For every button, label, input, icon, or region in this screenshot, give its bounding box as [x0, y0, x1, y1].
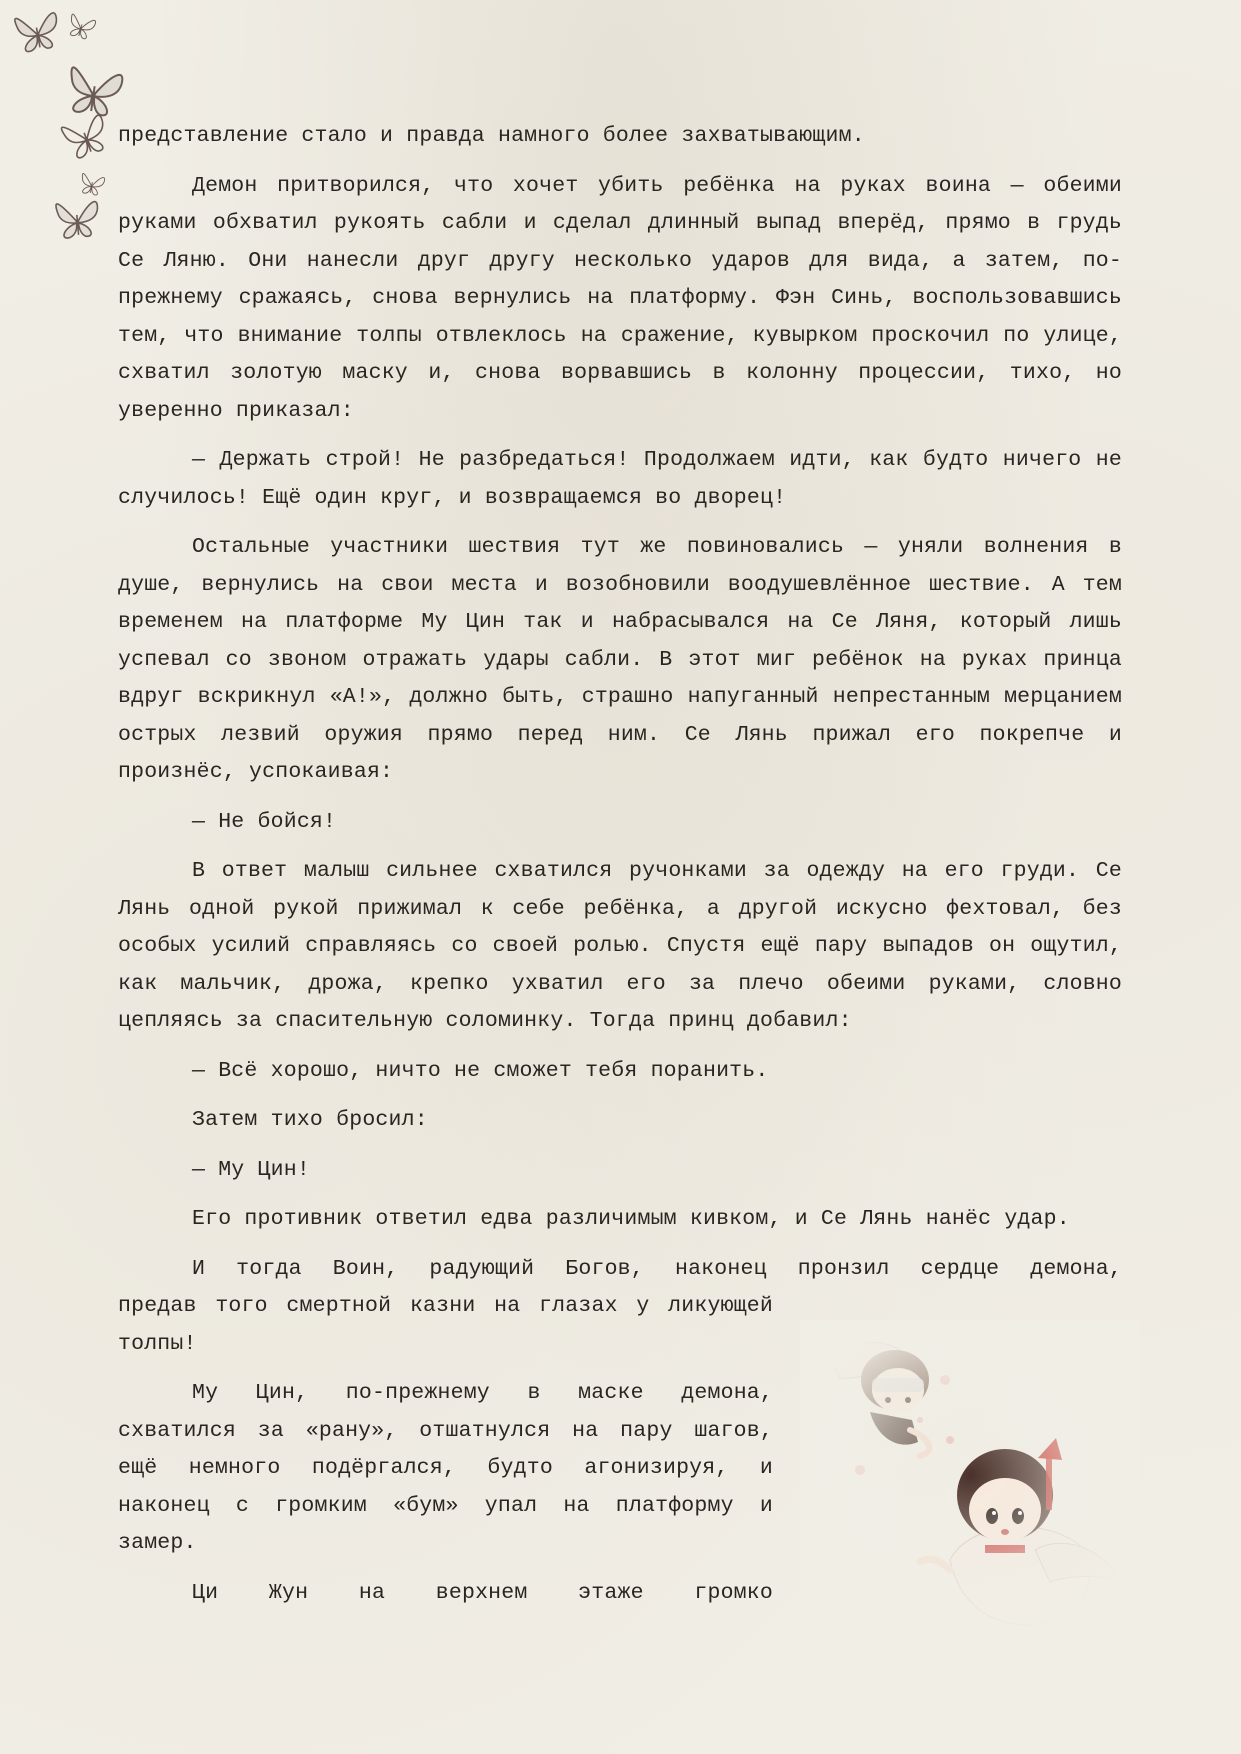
butterfly-icon: [67, 14, 96, 41]
dialogue-line: — Держать строй! Не разбредаться! Продолжаем идти, как будто ничего не случилось! Ещё один круг, и возвращаемся во дворец!: [118, 448, 1122, 510]
paragraph: Остальные участники шествия тут же повиновались — уняли волнения в душе, вернулись на свои места и возобновили воодушевлённое шествие. А тем временем на платформе Му Цин так и набрасывался на Се Ляня, который лишь успевал со звоном отражать удары сабли. В этот миг ребёнок на руках принца вдруг вскрикнул «А!», должно быть, страшно напуганный непрестанным мерцанием острых лезвий оружия прямо перед ним. Се Лянь прижал его покрепче и произнёс, успокаивая:: [118, 535, 1122, 784]
dialogue-line: — Всё хорошо, ничто не сможет тебя поранить.: [192, 1058, 769, 1083]
paragraph: Демон притворился, что хочет убить ребёнка на руках воина — обеими руками обхватил рукоять сабли и сделал длинный выпад вперёд, прямо в грудь Се Ляню. Они нанесли друг другу несколько ударов для вида, а затем, по-прежнему сражаясь, снова вернулись на платформу. Фэн Синь, воспользовавшись тем, что внимание толпы отвлеклось на сражение, кувырком проскочил по улице, схватил золотую маску и, снова ворвавшись в колонну процессии, тихо, но уверенно приказал:: [118, 173, 1122, 423]
butterfly-icon: [61, 114, 112, 161]
paragraph: В ответ малыш сильнее схватился ручонками за одежду на его груди. Се Лянь одной рукой прижимал к себе ребёнка, а другой искусно фехтовал, без особых усилий справляясь со своей ролью. Спустя ещё пару выпадов он ощутил, как мальчик, дрожа, крепко ухватил его за плечо обеими руками, словно цепляясь за спасительную соломинку. Тогда принц добавил:: [118, 859, 1122, 1033]
butterfly-icon: [79, 173, 105, 196]
paragraph-line-full: И тогда Воин, радующий Богов, наконец пронзил сердце демона,: [192, 1256, 1122, 1281]
paragraph: Му Цин, по-прежнему в маске демона, схватился за «рану», отшатнулся на пару шагов, ещё немного подёргался, будто агонизируя, и наконец с громким «бум» упал на платформу и замер.: [118, 1381, 773, 1555]
paragraph: Его противник ответил едва различимым кивком, и Се Лянь нанёс удар.: [192, 1207, 1070, 1231]
paragraph: Затем тихо бросил:: [192, 1108, 428, 1132]
chibi-characters-illustration: [800, 1320, 1140, 1630]
butterfly-icon: [66, 67, 123, 117]
butterfly-icon: [15, 12, 62, 53]
dialogue-line: — Не бойся!: [192, 809, 337, 834]
dialogue-line: — Му Цин!: [192, 1157, 310, 1182]
paragraph: Ци Жун на верхнем этаже громко: [192, 1580, 773, 1605]
paragraph: представление стало и правда намного более захватывающим.: [118, 124, 865, 148]
paragraph-line-narrow: предав того смертной казни на глазах у ликующей толпы!: [118, 1294, 773, 1356]
butterfly-icon: [56, 200, 100, 238]
